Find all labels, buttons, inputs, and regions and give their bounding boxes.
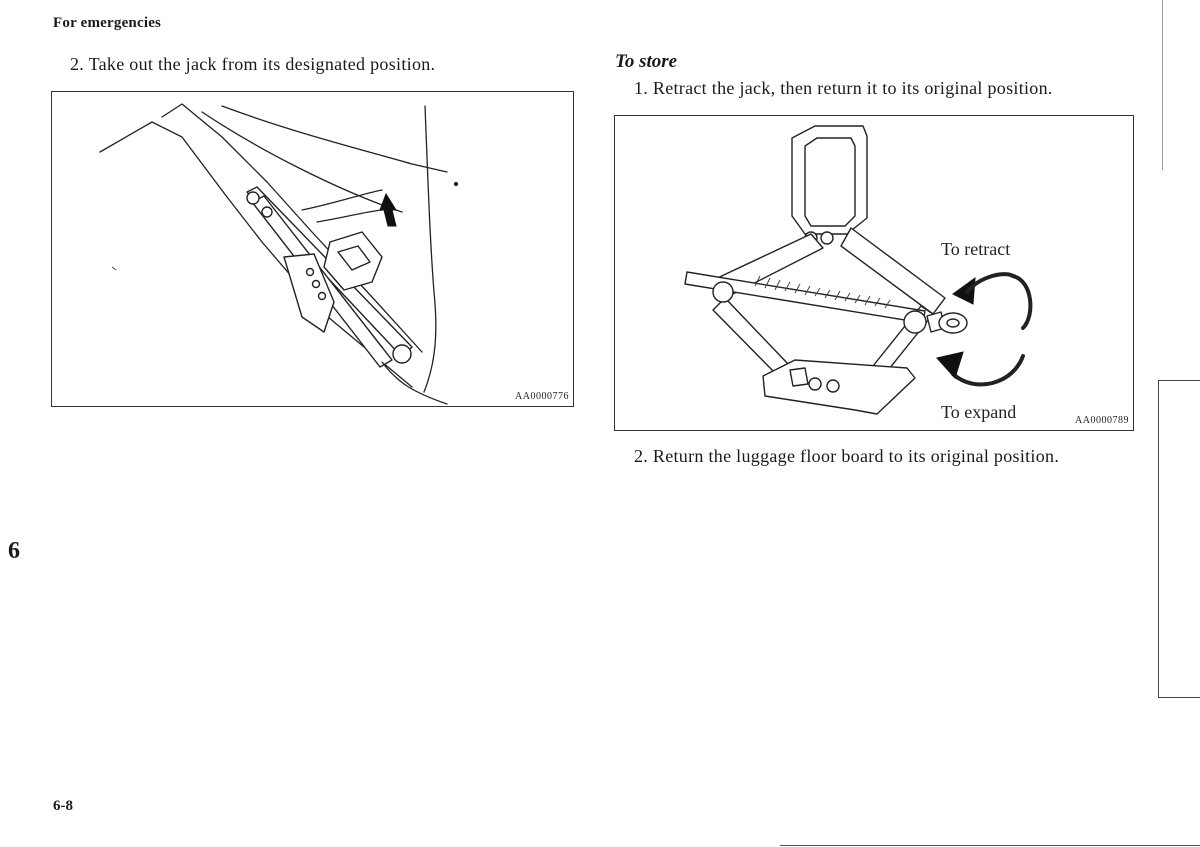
scissor-jack-illustration xyxy=(615,116,1133,430)
step-take-out-jack: 2. Take out the jack from its designated position. xyxy=(70,54,436,74)
section-title: For emergencies xyxy=(53,15,162,31)
scan-edge-bracket xyxy=(1158,380,1200,698)
jack-in-trunk-illustration xyxy=(52,92,573,406)
label-to-expand: To expand xyxy=(941,402,1017,422)
subheading-to-store: To store xyxy=(615,51,678,72)
label-to-retract: To retract xyxy=(941,239,1011,259)
figure-code: AA0000789 xyxy=(1075,415,1129,426)
chapter-number: 6 xyxy=(8,538,20,564)
step-retract-jack: 1. Retract the jack, then return it to its original position. xyxy=(634,78,1053,98)
scan-edge-line xyxy=(1162,0,1163,170)
figure-code: AA0000776 xyxy=(515,391,569,402)
scan-bottom-line xyxy=(780,845,1200,846)
jack-location-figure xyxy=(51,91,574,407)
jack-retract-figure xyxy=(614,115,1134,431)
page-number: 6-8 xyxy=(53,798,73,814)
step-return-floor-board: 2. Return the luggage floor board to its original position. xyxy=(634,446,1060,466)
